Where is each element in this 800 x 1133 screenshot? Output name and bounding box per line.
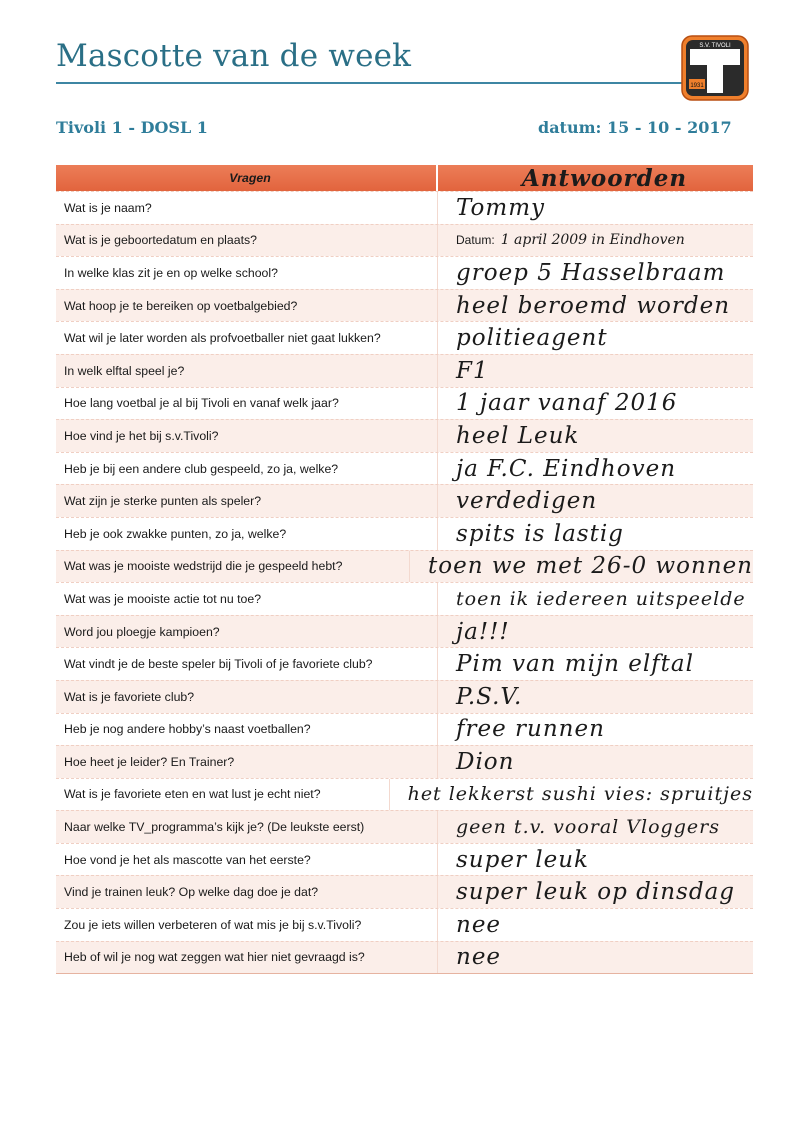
answer-cell: super leuk <box>456 846 589 873</box>
table-row <box>56 778 753 811</box>
question-cell: Wat is je favoriete eten en wat lust je echt niet? <box>56 779 390 811</box>
answer-cell: groep 5 Hasselbraam <box>456 259 726 286</box>
table-row <box>56 843 753 876</box>
table-row <box>56 941 753 974</box>
question-cell: Zou je iets willen verbeteren of wat mis je bij s.v.Tivoli? <box>56 909 438 941</box>
table-row <box>56 191 753 224</box>
answer-cell: toen ik iedereen uitspeelde <box>456 587 746 610</box>
answer-cell: Pim van mijn elftal <box>456 651 694 678</box>
answer-cell: heel Leuk <box>456 422 580 449</box>
table-row <box>56 680 753 713</box>
page-title: Mascotte van de week <box>56 38 412 74</box>
answer-cell <box>438 225 753 257</box>
answer-cell: het lekkerst sushi vies: spruitjes <box>407 783 753 806</box>
answer-cell: politieagent <box>456 325 608 352</box>
answer-cell: Dion <box>456 748 515 775</box>
table-row <box>56 387 753 420</box>
table-row <box>56 517 753 550</box>
answer-cell: nee <box>456 911 502 938</box>
question-cell: Wat was je mooiste actie tot nu toe? <box>56 583 438 615</box>
question-cell: Wat is je favoriete club? <box>56 681 438 713</box>
question-cell: Wat zijn je sterke punten als speler? <box>56 485 438 517</box>
svg-text:1931: 1931 <box>690 83 704 89</box>
answer-cell: super leuk op dinsdag <box>456 879 736 906</box>
question-cell: Hoe vind je het bij s.v.Tivoli? <box>56 420 438 452</box>
question-cell: Hoe heet je leider? En Trainer? <box>56 746 438 778</box>
answer-cell: 1 jaar vanaf 2016 <box>456 390 678 417</box>
answer-cell: nee <box>456 944 502 971</box>
column-header-answers: Antwoorden <box>521 164 688 192</box>
question-cell: Wat is je geboortedatum en plaats? <box>56 225 438 257</box>
table-row <box>56 745 753 778</box>
question-cell: Heb je ook zwakke punten, zo ja, welke? <box>56 518 438 550</box>
question-cell: Hoe lang voetbal je al bij Tivoli en vanaf welk jaar? <box>56 388 438 420</box>
table-row <box>56 582 753 615</box>
answer-cell: ja!!! <box>456 618 510 645</box>
column-header-questions: Vragen <box>56 165 438 191</box>
question-cell: Wat wil je later worden als profvoetballer niet gaat lukken? <box>56 322 438 354</box>
answer-cell: geen t.v. vooral Vloggers <box>456 816 720 839</box>
answer-cell: heel beroemd worden <box>456 292 731 319</box>
question-cell: In welk elftal speel je? <box>56 355 438 387</box>
answer-cell: Tommy <box>456 194 546 221</box>
question-cell: Vind je trainen leuk? Op welke dag doe je dat? <box>56 876 438 908</box>
title-divider <box>56 82 736 84</box>
table-row <box>56 289 753 322</box>
question-cell: Hoe vond je het als mascotte van het eerste? <box>56 844 438 876</box>
table-header <box>56 165 753 191</box>
question-cell: Naar welke TV_programma’s kijk je? (De leukste eerst) <box>56 811 438 843</box>
table-row <box>56 647 753 680</box>
table-row <box>56 484 753 517</box>
table-row <box>56 224 753 257</box>
question-cell: Word jou ploegje kampioen? <box>56 616 438 648</box>
answer-cell: F1 <box>456 357 489 384</box>
answer-cell: toen we met 26-0 wonnen <box>428 553 753 580</box>
answer-cell: ja F.C. Eindhoven <box>456 455 677 482</box>
answer-cell: spits is lastig <box>456 520 624 547</box>
match-label: Tivoli 1 - DOSL 1 <box>56 118 208 137</box>
club-logo <box>681 35 749 101</box>
answer-text: 1 april 2009 in Eindhoven <box>500 232 685 249</box>
question-cell: Wat is je naam? <box>56 192 438 224</box>
qa-table <box>56 165 753 974</box>
question-cell: Wat vindt je de beste speler bij Tivoli of je favoriete club? <box>56 648 438 680</box>
question-cell: Wat was je mooiste wedstrijd die je gespeeld hebt? <box>56 551 410 583</box>
answer-cell: free runnen <box>456 716 605 743</box>
table-row <box>56 452 753 485</box>
question-cell: Wat hoop je te bereiken op voetbalgebied? <box>56 290 438 322</box>
table-row <box>56 354 753 387</box>
table-row <box>56 875 753 908</box>
question-cell: Heb je bij een andere club gespeeld, zo ja, welke? <box>56 453 438 485</box>
svg-text:S.V. TIVOLI: S.V. TIVOLI <box>699 43 731 49</box>
question-cell: Heb of wil je nog wat zeggen wat hier niet gevraagd is? <box>56 942 438 974</box>
answer-cell: P.S.V. <box>456 683 523 710</box>
answer-cell: verdedigen <box>456 488 598 515</box>
question-cell: In welke klas zit je en op welke school? <box>56 257 438 289</box>
table-row <box>56 256 753 289</box>
question-cell: Heb je nog andere hobby’s naast voetballen? <box>56 714 438 746</box>
answer-prefix: Datum: <box>456 233 495 248</box>
table-body <box>56 191 753 973</box>
table-row <box>56 550 753 583</box>
date-label: datum: 15 - 10 - 2017 <box>538 118 732 137</box>
table-row <box>56 810 753 843</box>
table-row <box>56 713 753 746</box>
table-row <box>56 615 753 648</box>
table-row <box>56 419 753 452</box>
table-row <box>56 321 753 354</box>
table-row <box>56 908 753 941</box>
